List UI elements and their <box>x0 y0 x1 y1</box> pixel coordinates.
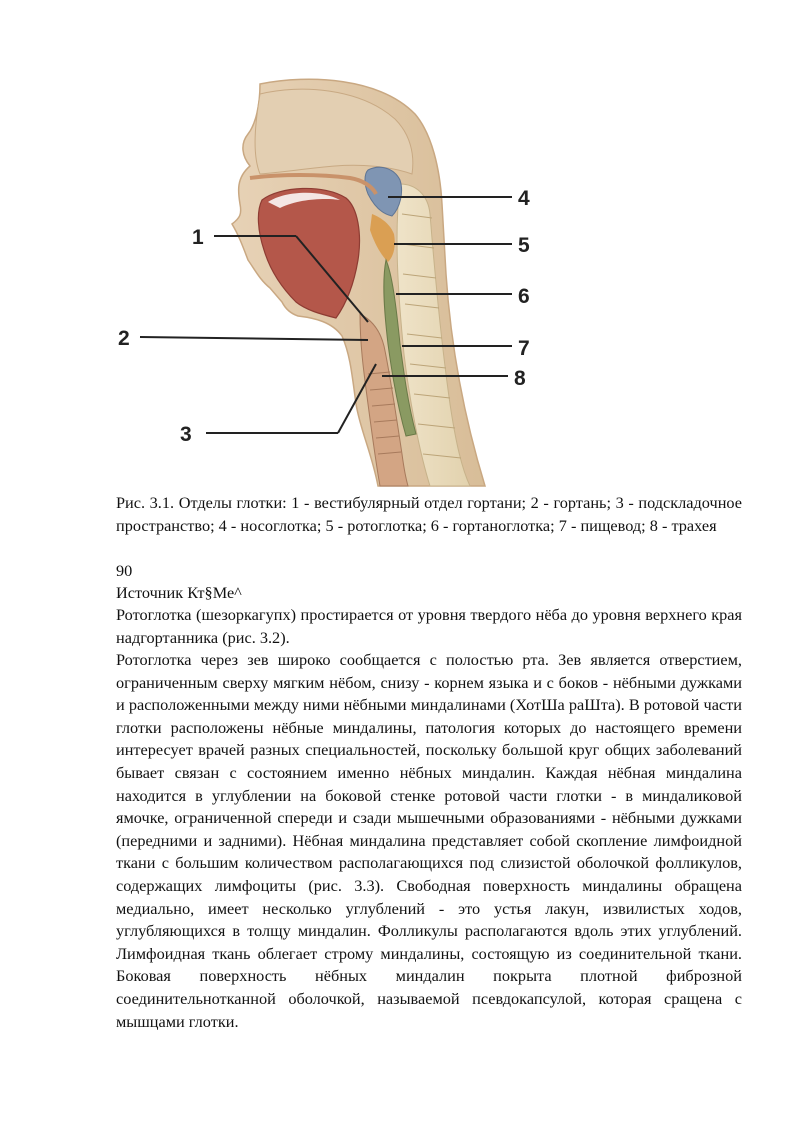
pharynx-anatomy-figure <box>110 74 550 490</box>
figure-label-3: 3 <box>180 423 192 446</box>
pharynx-illustration <box>110 74 550 490</box>
tongue <box>258 188 359 318</box>
figure-label-4: 4 <box>518 187 530 210</box>
figure-label-5: 5 <box>518 234 530 257</box>
figure-label-7: 7 <box>518 337 530 360</box>
figure-label-8: 8 <box>514 367 526 390</box>
source-line: Источник Кт§Ме^ <box>116 583 242 602</box>
figure-label-1: 1 <box>192 226 204 249</box>
figure-label-6: 6 <box>518 285 530 308</box>
figure-caption: Рис. 3.1. Отделы глотки: 1 - вестибулярный отдел гортани; 2 - гортань; 3 - подскладочное пространство; 4 - носоглотка; 5 - ротоглотка; 6 - гортаноглотка; 7 - пищевод; 8 - трахея <box>116 493 742 535</box>
paragraph-2: Ротоглотка через зев широко сообщается с полостью рта. Зев является отверстием, ограниченным сверху мягким нёбом, снизу - корнем языка и с боков - нёбными дужками и расположенными между ними нёбными миндалинами (ХотШа раШта). В ротовой части глотки расположены нёбные миндалины, патология которых до настоящего времени интересует врачей разных специальностей, поскольку большой круг общих заболеваний бывает связан с состоянием именно нёбных миндалин. Каждая нёбная миндалина находится в углублении на боковой стенке ротовой части глотки - в миндаликовой ямочке, ограниченной спереди и сзади мышечными образованиями - нёбными дужками (передними и задними). Нёбная миндалина представляет собой скопление лимфоидной ткани с большим количеством располагающихся под слизистой оболочкой фолликулов, содержащих лимфоциты (рис. 3.3). Свободная поверхность миндалины обращена медиально, имеет несколько углублений - это устья лакун, извилистых ходов, углубляющихся в толщу миндалин. Фолликулы располагаются вдоль этих углублений. Лимфоидная ткань облегает строму миндалины, состоящую из соединительной ткани. Боковая поверхность нёбных миндалин покрыта плотной фиброзной соединительнотканной оболочкой, называемой псевдокапсулой, которая сращена с мышцами глотки. <box>116 650 742 1031</box>
page-number: 90 <box>116 561 133 580</box>
leader-line-2 <box>140 337 368 340</box>
paragraph-1: Ротоглотка (шезоркагупх) простирается от уровня твердого нёба до уровня верхнего края надгортанника (рис. 3.2). <box>116 605 742 647</box>
figure-label-2: 2 <box>118 327 130 350</box>
